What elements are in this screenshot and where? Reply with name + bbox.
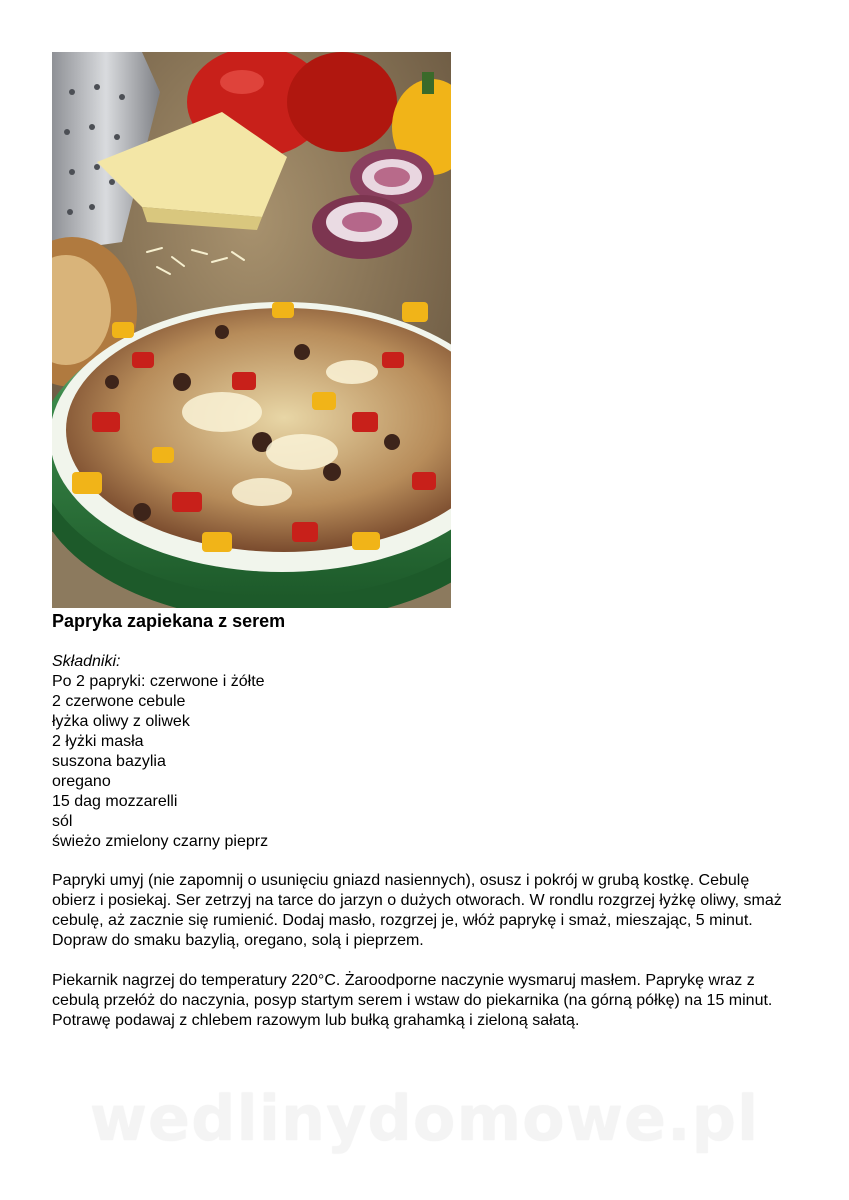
ingredient-item: łyżka oliwy z oliwek [52, 713, 190, 730]
ingredients-list [52, 672, 268, 852]
baking-paragraph: Piekarnik nagrzej do temperatury 220°C. Żaroodporne naczynie wysmaruj masłem. Paprykę wraz z cebulą przełóż do naczynia, posyp startym serem i wstaw do piekarnika (na górną półkę) na 15 minut. Potrawę podawaj z chlebem razowym lub bułką grahamką i zieloną sałatą. [52, 972, 773, 1029]
ingredient-item: 15 dag mozzarelli [52, 793, 178, 810]
ingredient-item: 2 łyżki masła [52, 733, 144, 750]
ingredient-item: oregano [52, 773, 111, 790]
recipe-title: Papryka zapiekana z serem [52, 611, 286, 631]
ingredient-item: świeżo zmielony czarny pieprz [52, 833, 269, 850]
site-watermark: wedlinydomowe.pl [89, 1082, 760, 1155]
ingredient-item: sól [52, 813, 73, 830]
ingredient-item: Po 2 papryki: czerwone i żółte [52, 673, 265, 690]
ingredient-item: suszona bazylia [52, 753, 166, 770]
preparation-paragraph: Papryki umyj (nie zapomnij o usunięciu gniazd nasiennych), osusz i pokrój w grubą kostkę. Cebulę obierz i posiekaj. Ser zetrzyj na tarce do jarzyn o dużych otworach. W rondlu rozgrzej łyżkę oliwy, smaż cebulę, aż zacznie się rumienić. Dodaj masło, rozgrzej je, włóż paprykę i smaż, mieszając, 5 minut. Dopraw do smaku bazylią, oregano, solą i pieprzem. [52, 872, 782, 949]
baking-dish [52, 302, 451, 608]
ingredient-item: 2 czerwone cebule [52, 693, 186, 710]
ingredients-section [52, 652, 268, 852]
ingredients-heading: Składniki: [52, 653, 121, 670]
recipe-photo [52, 52, 451, 608]
